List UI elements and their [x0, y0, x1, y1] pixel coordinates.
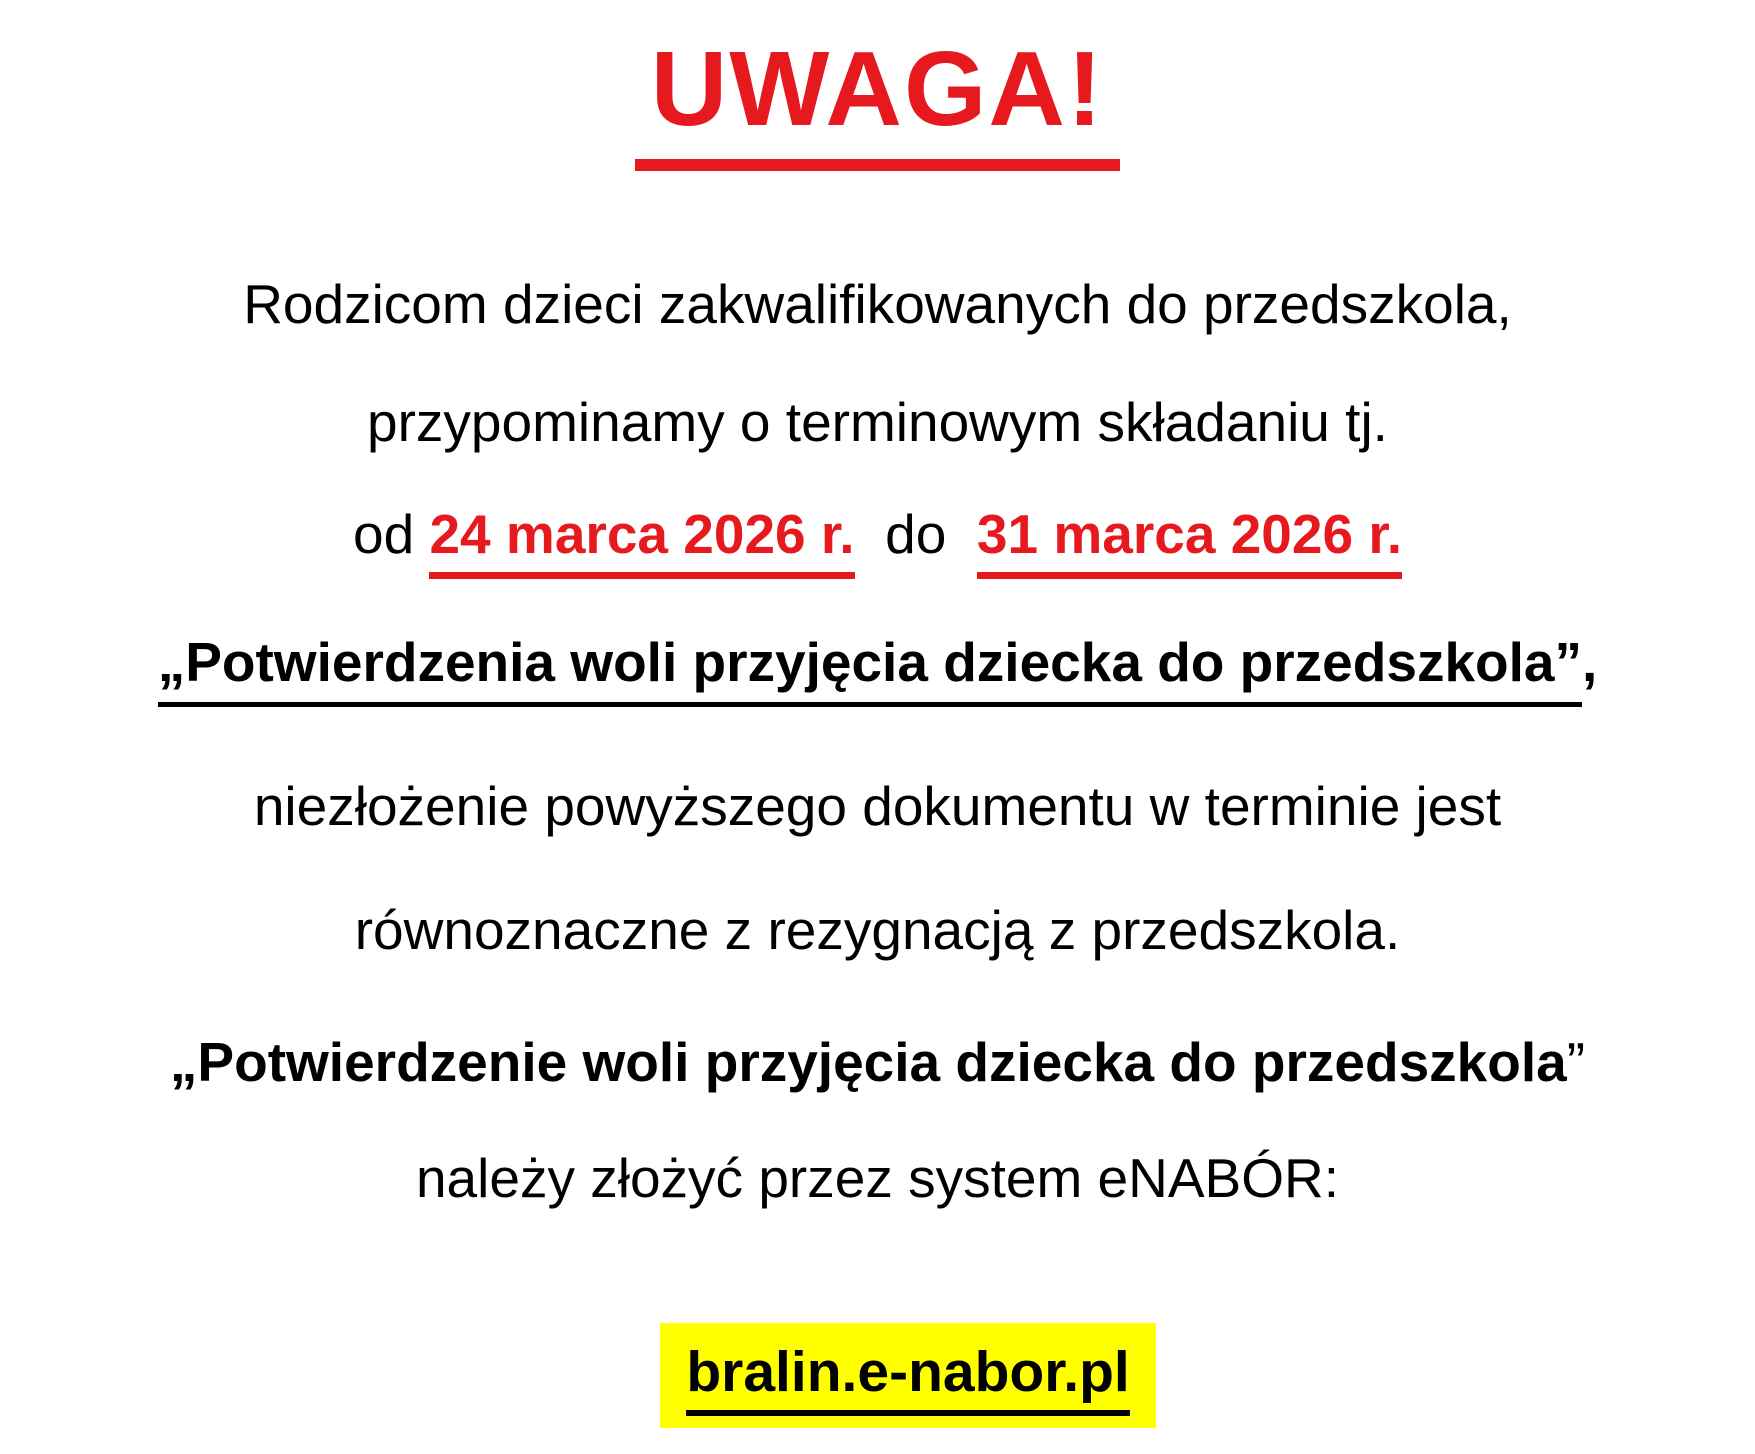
page-title-text: UWAGA!	[635, 30, 1121, 171]
confirmation-document-closing-quote: ”	[1566, 1030, 1586, 1093]
consequence-line-2: równoznaczne z rezygnacją z przedszkola.	[354, 898, 1401, 961]
confirmation-document-text: „Potwierdzenie woli przyjęcia dziecka do przedszkola	[169, 1030, 1567, 1093]
confirmation-requirement-line	[0, 629, 1755, 707]
enrollment-link-line	[0, 1257, 1755, 1454]
confirmation-document-line	[0, 1029, 1755, 1095]
date-end: 31 marca 2026 r.	[977, 501, 1402, 579]
date-range-line	[0, 501, 1755, 579]
intro-line-2: przypominamy o terminowym składaniu tj.	[367, 390, 1388, 453]
consequence-line-1: niezłożenie powyższego dokumentu w terminie jest	[253, 774, 1502, 837]
date-start: 24 marca 2026 r.	[429, 501, 854, 579]
page-title	[0, 0, 1755, 171]
date-range-prefix: od	[353, 502, 430, 565]
submit-instruction-line: należy złożyć przez system eNABÓR:	[415, 1146, 1340, 1209]
link-highlight	[660, 1323, 1155, 1429]
confirmation-requirement-suffix: ,	[1582, 630, 1598, 693]
confirmation-requirement-text: „Potwierdzenia woli przyjęcia dziecka do przedszkola”	[158, 629, 1582, 707]
intro-line-1: Rodzicom dzieci zakwalifikowanych do przedszkola,	[243, 272, 1512, 335]
date-range-separator: do	[854, 502, 977, 565]
enrollment-url[interactable]: bralin.e-nabor.pl	[686, 1340, 1129, 1417]
